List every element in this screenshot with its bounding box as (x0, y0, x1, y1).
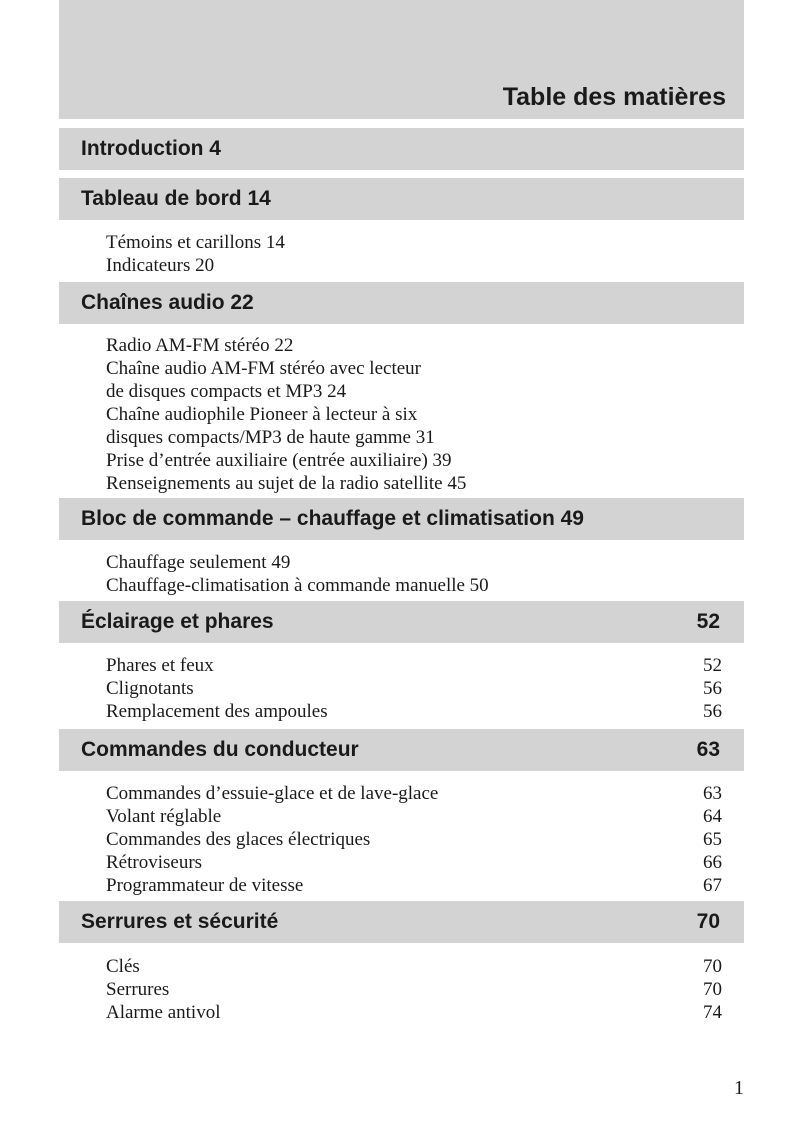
toc-item-label: Chaîne audio AM-FM stéréo avec lecteur (106, 358, 421, 379)
toc-item[interactable] (106, 254, 722, 277)
section-heading-label: Commandes du conducteur (81, 738, 359, 761)
toc-item[interactable] (106, 403, 722, 426)
section-heading-page: 63 (696, 738, 720, 761)
toc-item-page: 74 (703, 1002, 722, 1023)
toc-item-label: Chauffage seulement 49 (106, 552, 291, 573)
toc-item[interactable] (106, 472, 722, 495)
section-heading[interactable] (59, 178, 744, 220)
toc-item[interactable] (106, 828, 722, 851)
toc-item-page: 52 (703, 655, 722, 676)
section-heading[interactable] (59, 128, 744, 170)
section-heading-label: Tableau de bord 14 (81, 187, 271, 210)
toc-item[interactable] (106, 805, 722, 828)
toc-item[interactable] (106, 677, 722, 700)
section-heading[interactable] (59, 601, 744, 643)
toc-item-label: Alarme antivol (106, 1002, 221, 1023)
toc-item[interactable] (106, 654, 722, 677)
section-items (106, 231, 722, 277)
toc-item-label: Témoins et carillons 14 (106, 232, 285, 253)
toc-item[interactable] (106, 574, 722, 597)
section-heading[interactable] (59, 498, 744, 540)
toc-item-label: disques compacts/MP3 de haute gamme 31 (106, 427, 435, 448)
toc-item-label: Rétroviseurs (106, 852, 203, 873)
toc-item[interactable] (106, 700, 722, 723)
toc-item[interactable] (106, 231, 722, 254)
toc-item-label: Clés (106, 956, 140, 977)
toc-item-page: 66 (703, 852, 722, 873)
section-heading-label: Chaînes audio 22 (81, 291, 254, 314)
section-heading[interactable] (59, 901, 744, 943)
section-items (106, 334, 722, 495)
toc-item-page: 64 (703, 806, 722, 827)
toc-item-label: Indicateurs 20 (106, 255, 215, 276)
toc-item-label: Renseignements au sujet de la radio satellite 45 (106, 473, 467, 494)
toc-item-label: Volant réglable (106, 806, 222, 827)
toc-item-page: 56 (703, 701, 722, 722)
section-heading-page: 52 (696, 610, 720, 633)
section-items (106, 654, 722, 723)
page-title: Table des matières (502, 83, 726, 111)
toc-item[interactable] (106, 782, 722, 805)
toc-item-label: Phares et feux (106, 655, 214, 676)
toc-item[interactable] (106, 357, 722, 380)
toc-item-page: 67 (703, 875, 722, 896)
section-heading[interactable] (59, 729, 744, 771)
section-items (106, 782, 722, 897)
toc-item-page: 70 (703, 956, 722, 977)
toc-item-label: Chauffage-climatisation à commande manuelle 50 (106, 575, 489, 596)
toc-item[interactable] (106, 380, 722, 403)
toc-item[interactable] (106, 426, 722, 449)
toc-item[interactable] (106, 334, 722, 357)
toc-item-label: de disques compacts et MP3 24 (106, 381, 347, 402)
toc-item-label: Clignotants (106, 678, 194, 699)
toc-item-page: 70 (703, 979, 722, 1000)
toc-item[interactable] (106, 874, 722, 897)
section-heading-page: 70 (696, 910, 720, 933)
toc-item-label: Radio AM-FM stéréo 22 (106, 335, 294, 356)
toc-item-page: 63 (703, 783, 722, 804)
toc-item-label: Prise d’entrée auxiliaire (entrée auxiliaire) 39 (106, 450, 452, 471)
toc-item[interactable] (106, 955, 722, 978)
section-items (106, 955, 722, 1024)
toc-item-label: Programmateur de vitesse (106, 875, 304, 896)
section-heading-label: Introduction 4 (81, 137, 221, 160)
toc-item[interactable] (106, 1001, 722, 1024)
toc-item-label: Chaîne audiophile Pioneer à lecteur à six (106, 404, 418, 425)
toc-item-label: Serrures (106, 979, 170, 1000)
toc-item-label: Commandes des glaces électriques (106, 829, 371, 850)
toc-item-label: Commandes d’essuie-glace et de lave-glace (106, 783, 439, 804)
section-heading[interactable] (59, 282, 744, 324)
section-heading-label: Serrures et sécurité (81, 910, 279, 933)
toc-item-page: 65 (703, 829, 722, 850)
section-heading-label: Éclairage et phares (81, 610, 274, 633)
section-items (106, 551, 722, 597)
toc-item-page: 56 (703, 678, 722, 699)
section-heading-label: Bloc de commande – chauffage et climatisation 49 (81, 507, 584, 530)
toc-item[interactable] (106, 449, 722, 472)
page-header (59, 0, 744, 119)
toc-item-label: Remplacement des ampoules (106, 701, 328, 722)
toc-item[interactable] (106, 551, 722, 574)
page-number: 1 (734, 1077, 744, 1099)
toc-item[interactable] (106, 978, 722, 1001)
toc-item[interactable] (106, 851, 722, 874)
